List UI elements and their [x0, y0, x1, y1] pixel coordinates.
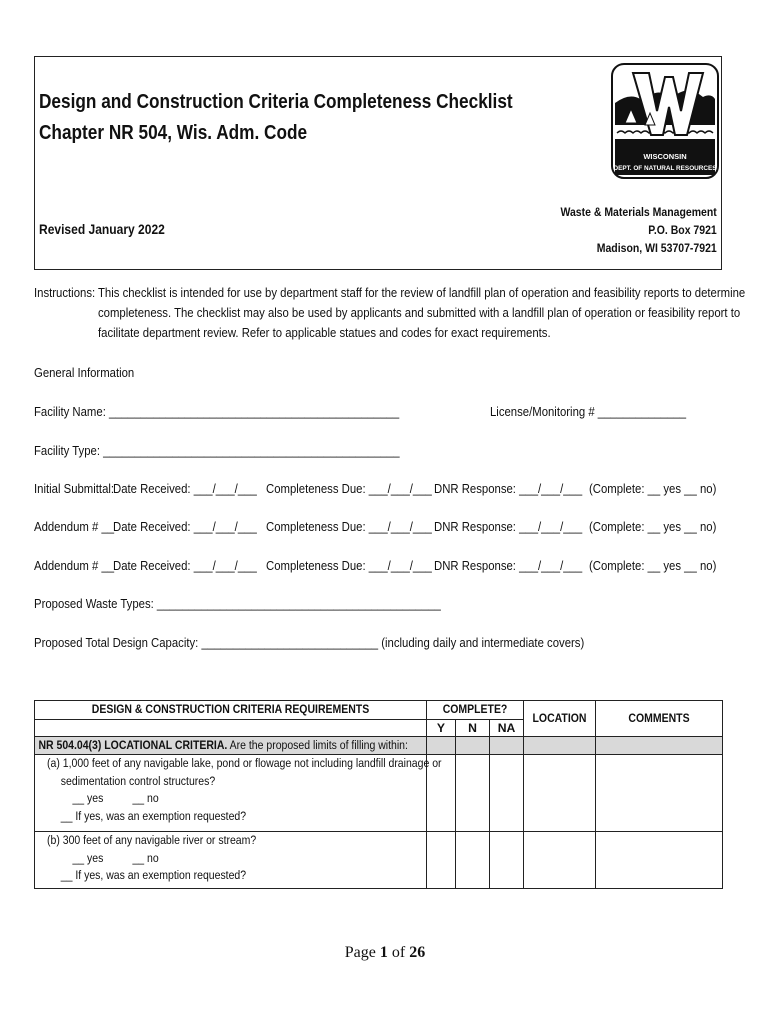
address-line-1: Waste & Materials Management: [560, 205, 717, 219]
revised-date: Revised January 2022: [39, 221, 165, 237]
proposed-waste-types-field[interactable]: Proposed Waste Types: _____________________________________________: [34, 596, 441, 611]
submittal-row-label: Addendum # __: [34, 558, 115, 573]
instructions-line-1: This checklist is intended for use by department staff for the review of landfill plan of operation and feasibility reports to determine: [98, 285, 746, 300]
address-block: [561, 203, 717, 257]
col-na-header: NA: [490, 719, 524, 736]
requirement-cell: (a) 1,000 feet of any navigable lake, pond or flowage not including landfill drainage or sedimentation control structures? __ yes __ no __ If yes, was an exemption requested?: [35, 755, 427, 832]
document-subtitle: Chapter NR 504, Wis. Adm. Code: [39, 121, 308, 144]
section-title-bold: NR 504.04(3) LOCATIONAL CRITERIA.: [38, 737, 228, 752]
location-cell[interactable]: [524, 832, 596, 889]
complete-yes-no[interactable]: (Complete: __ yes __ no): [589, 519, 717, 534]
y-cell[interactable]: [427, 832, 456, 889]
col-location-header: LOCATION: [524, 701, 596, 737]
n-cell[interactable]: [456, 755, 490, 832]
instructions-label: Instructions:: [34, 285, 96, 300]
completeness-due-field[interactable]: Completeness Due: ___/___/___: [266, 481, 432, 496]
col-requirements-header: DESIGN & CONSTRUCTION CRITERIA REQUIREMENTS: [35, 701, 427, 720]
completeness-due-field[interactable]: Completeness Due: ___/___/___: [266, 519, 432, 534]
submittal-row-label: Addendum # __: [34, 519, 115, 534]
date-received-field[interactable]: Date Received: ___/___/___: [113, 558, 257, 573]
address-line-3: Madison, WI 53707-7921: [596, 241, 717, 255]
completeness-due-field[interactable]: Completeness Due: ___/___/___: [266, 558, 432, 573]
section-title: [35, 736, 427, 755]
requirement-cell: (b) 300 feet of any navigable river or stream? __ yes __ no __ If yes, was an exemption requested?: [35, 832, 427, 889]
col-comments-header: COMMENTS: [596, 701, 723, 737]
table-row: [35, 755, 723, 832]
location-cell: [524, 736, 596, 755]
page-number: Page 1 of 26: [344, 944, 426, 961]
col-complete-header: COMPLETE?: [427, 701, 524, 720]
wdnr-logo-icon: [611, 63, 719, 179]
dnr-response-field[interactable]: DNR Response: ___/___/___: [434, 481, 583, 496]
address-line-2: P.O. Box 7921: [648, 223, 717, 237]
subheader-blank: [35, 719, 427, 736]
na-cell: [490, 736, 524, 755]
col-n-header: N: [456, 719, 490, 736]
license-monitoring-field[interactable]: License/Monitoring # ______________: [490, 404, 687, 419]
dnr-response-field[interactable]: DNR Response: ___/___/___: [434, 519, 583, 534]
instructions-line-3: facilitate department review. Refer to applicable statues and codes for exact requirements.: [98, 325, 551, 340]
location-cell[interactable]: [524, 755, 596, 832]
na-cell[interactable]: [490, 755, 524, 832]
date-received-field[interactable]: Date Received: ___/___/___: [113, 519, 257, 534]
section-row-locational-criteria: [35, 736, 723, 755]
facility-name-field[interactable]: Facility Name: ______________________________________________: [34, 404, 400, 419]
general-information-heading: General Information: [34, 365, 135, 380]
y-cell: [427, 736, 456, 755]
header-box: [34, 56, 722, 270]
col-y-header: Y: [427, 719, 456, 736]
submittal-row-label: Initial Submittal:: [34, 481, 115, 496]
comments-cell[interactable]: [596, 832, 723, 889]
document-title: Design and Construction Criteria Completeness Checklist: [39, 90, 513, 113]
table-row: [35, 832, 723, 889]
n-cell: [456, 736, 490, 755]
complete-yes-no[interactable]: (Complete: __ yes __ no): [589, 481, 717, 496]
complete-yes-no[interactable]: (Complete: __ yes __ no): [589, 558, 717, 573]
logo-text-dnr: DEPT. OF NATURAL RESOURCES: [613, 165, 717, 172]
date-received-field[interactable]: Date Received: ___/___/___: [113, 481, 257, 496]
table-header-row: [35, 701, 723, 720]
criteria-table: [34, 700, 723, 889]
comments-cell[interactable]: [596, 755, 723, 832]
proposed-design-capacity-field[interactable]: Proposed Total Design Capacity: ____________________________ (including daily and intermediate covers): [34, 635, 585, 650]
comments-cell: [596, 736, 723, 755]
n-cell[interactable]: [456, 832, 490, 889]
section-title-rest: Are the proposed limits of filling within:: [227, 737, 408, 752]
facility-type-field[interactable]: Facility Type: _______________________________________________: [34, 443, 400, 458]
dnr-response-field[interactable]: DNR Response: ___/___/___: [434, 558, 583, 573]
logo-text-wisconsin: WISCONSIN: [643, 152, 687, 161]
instructions-line-2: completeness. The checklist may also be used by applicants and submitted with a landfill plan of operation or feasibility report to: [98, 305, 741, 320]
na-cell[interactable]: [490, 832, 524, 889]
